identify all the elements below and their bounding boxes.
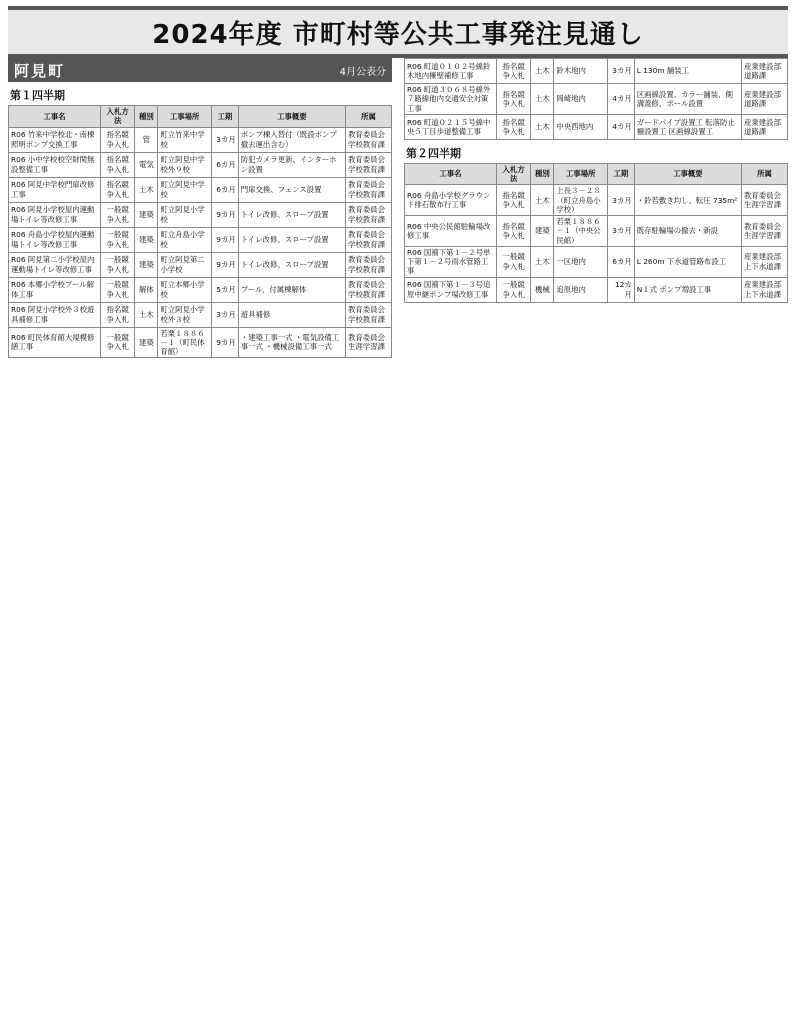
cell-name: R06 町道３０６８号線外７路線他内交通安全対策工事	[405, 84, 497, 115]
town-header	[8, 58, 392, 82]
page-title-band	[8, 6, 788, 58]
cell-period: 4カ月	[607, 84, 634, 115]
table-row	[9, 227, 392, 252]
cell-method: 一般競争入札	[100, 277, 134, 302]
cell-place: 若栗１８８６－１（中央公民館）	[554, 216, 608, 247]
cell-period: 3カ月	[211, 302, 238, 327]
table-row	[9, 152, 392, 177]
cell-method: 指名競争入札	[496, 216, 530, 247]
cell-place: 若栗１８８６－１（町民体育館）	[158, 327, 212, 358]
cell-place: 町立阿見中学校外９校	[158, 152, 212, 177]
table-row	[9, 252, 392, 277]
cell-name: R06 阿見小学校外３校遊具補修工事	[9, 302, 101, 327]
cell-method: 一般競争入札	[100, 327, 134, 358]
cell-method: 一般競争入札	[100, 202, 134, 227]
cell-dept: 産業建設部上下水道課	[742, 246, 788, 277]
cell-kind: 土木	[531, 114, 554, 139]
cell-place: 中央西地内	[554, 114, 608, 139]
cell-kind: 電気	[135, 152, 158, 177]
cell-desc: L 260m 下水道管路布設工	[634, 246, 741, 277]
cell-kind: 建築	[135, 227, 158, 252]
cell-name: R06 町道０２１５号線中央５丁目歩道整備工事	[405, 114, 497, 139]
right-column	[404, 58, 788, 303]
cell-period: 3カ月	[607, 216, 634, 247]
cell-period: 9カ月	[211, 327, 238, 358]
table-row	[405, 185, 788, 216]
cell-place: 町立阿見小学校外３校	[158, 302, 212, 327]
right-top-table	[404, 58, 788, 140]
cell-desc: L 130m 舗装工	[634, 59, 741, 84]
cell-period: 9カ月	[211, 227, 238, 252]
table-row	[9, 302, 392, 327]
q1-label: 第１四半期	[10, 89, 65, 102]
col-header-kind: 種別	[135, 106, 158, 128]
cell-period: 9カ月	[211, 202, 238, 227]
publication-note: 4月公表分	[339, 66, 386, 78]
cell-method: 指名競争入札	[496, 59, 530, 84]
cell-dept: 産業建設部道路課	[742, 59, 788, 84]
cell-kind: 建築	[135, 327, 158, 358]
q2-header-row	[405, 163, 788, 185]
cell-period: 3カ月	[607, 185, 634, 216]
cell-dept: 教育委員会学校教育課	[346, 202, 392, 227]
q1-table	[8, 105, 392, 358]
cell-period: 9カ月	[211, 252, 238, 277]
col-header-name: 工事名	[9, 106, 101, 128]
cell-period: 6カ月	[211, 177, 238, 202]
q2-col-header-desc: 工事概要	[634, 163, 741, 185]
cell-dept: 教育委員会生涯学習課	[742, 185, 788, 216]
cell-kind: 建築	[531, 216, 554, 247]
q2-col-header-dept: 所属	[742, 163, 788, 185]
cell-method: 一般競争入札	[100, 227, 134, 252]
cell-desc: トイレ改修、スロープ設置	[238, 202, 345, 227]
q2-col-header-kind: 種別	[531, 163, 554, 185]
cell-place: 町立竹来中学校	[158, 127, 212, 152]
cell-name: R06 国補下第１－２号単下第１－２号雨水管路工事	[405, 246, 497, 277]
cell-dept: 教育委員会学校教育課	[346, 277, 392, 302]
cell-method: 一般競争入札	[100, 252, 134, 277]
q1-header-row	[9, 106, 392, 128]
cell-dept: 産業建設部道路課	[742, 114, 788, 139]
col-header-dept: 所属	[346, 106, 392, 128]
cell-kind: 解体	[135, 277, 158, 302]
left-column	[8, 58, 392, 358]
cell-name: R06 中央公民館駐輪場改修工事	[405, 216, 497, 247]
table-row	[9, 277, 392, 302]
cell-dept: 産業建設部道路課	[742, 84, 788, 115]
table-row	[9, 177, 392, 202]
cell-period: 6カ月	[211, 152, 238, 177]
cell-desc: トイレ改修、スロープ設置	[238, 252, 345, 277]
cell-name: R06 国補下第１－３号追原中継ポンプ場改修工事	[405, 277, 497, 302]
q2-table	[404, 163, 788, 303]
cell-place: 町立本郷小学校	[158, 277, 212, 302]
cell-method: 一般競争入札	[496, 277, 530, 302]
cell-name: R06 舟島小学校グラウンド排石散布行工事	[405, 185, 497, 216]
table-row	[405, 277, 788, 302]
cell-method: 指名競争入札	[100, 152, 134, 177]
cell-dept: 教育委員会学校教育課	[346, 302, 392, 327]
cell-dept: 教育委員会学校教育課	[346, 177, 392, 202]
cell-desc: ・建築工事一式 ・電気設備工事一式 ・機械設備工事一式	[238, 327, 345, 358]
cell-place: 一区地内	[554, 246, 608, 277]
cell-method: 指名競争入札	[496, 185, 530, 216]
cell-name: R06 阿見小学校屋内運動場トイレ等改修工事	[9, 202, 101, 227]
table-row	[405, 114, 788, 139]
table-row	[405, 216, 788, 247]
cell-place: 追原地内	[554, 277, 608, 302]
q2-col-header-method: 入札方法	[496, 163, 530, 185]
cell-kind: 土木	[531, 185, 554, 216]
cell-method: 指名競争入札	[496, 84, 530, 115]
cell-desc: 区画線設置、カラー舗装、側溝蓋修、ポール設置	[634, 84, 741, 115]
page-title: 2024年度 市町村等公共工事発注見通し	[152, 19, 644, 50]
cell-kind: 土木	[135, 177, 158, 202]
cell-name: R06 舟島小学校屋内運動場トイレ等改修工事	[9, 227, 101, 252]
cell-place: 鈴木地内	[554, 59, 608, 84]
cell-place: 町立阿見第二小学校	[158, 252, 212, 277]
cell-desc: プール、付属棟解体	[238, 277, 345, 302]
table-row	[9, 127, 392, 152]
cell-desc: ガードパイプ設置工 転落防止柵設置工 区画線設置工	[634, 114, 741, 139]
cell-name: R06 町道０１０２号線鈴木地内擁壁補修工事	[405, 59, 497, 84]
cell-period: 5カ月	[211, 277, 238, 302]
cell-kind: 機械	[531, 277, 554, 302]
q1-body	[9, 127, 392, 358]
cell-desc: ・鈴若敷き均し、転圧 735m²	[634, 185, 741, 216]
cell-name: R06 阿見第二小学校屋内運動場トイレ等改修工事	[9, 252, 101, 277]
cell-desc: 既存駐輪場の撤去・新設	[634, 216, 741, 247]
cell-method: 指名競争入札	[100, 177, 134, 202]
cell-period: 3カ月	[607, 59, 634, 84]
cell-desc: ポンプ棟入替付（既設ポンプ撤去運出含む）	[238, 127, 345, 152]
cell-place: 上長３－２８（町立舟島小学校）	[554, 185, 608, 216]
cell-kind: 土木	[135, 302, 158, 327]
cell-method: 指名競争入札	[100, 127, 134, 152]
cell-method: 指名競争入札	[100, 302, 134, 327]
cell-place: 町立舟島小学校	[158, 227, 212, 252]
table-row	[9, 202, 392, 227]
cell-kind: 管	[135, 127, 158, 152]
cell-kind: 土木	[531, 59, 554, 84]
cell-period: 3カ月	[211, 127, 238, 152]
cell-desc: N１式 ポンプ増設工事	[634, 277, 741, 302]
cell-place: 町立阿見中学校	[158, 177, 212, 202]
cell-dept: 産業建設部上下水道課	[742, 277, 788, 302]
col-header-place: 工事場所	[158, 106, 212, 128]
q2-col-header-name: 工事名	[405, 163, 497, 185]
cell-dept: 教育委員会生涯学習課	[346, 327, 392, 358]
q2-body	[405, 185, 788, 302]
cell-dept: 教育委員会学校教育課	[346, 127, 392, 152]
cell-dept: 教育委員会生涯学習課	[742, 216, 788, 247]
cell-period: 6カ月	[607, 246, 634, 277]
cell-kind: 土木	[531, 84, 554, 115]
cell-desc: 防犯カメラ更新、インターホン設置	[238, 152, 345, 177]
right-top-body	[405, 59, 788, 140]
col-header-period: 工期	[211, 106, 238, 128]
cell-name: R06 阿見中学校門扉改修工事	[9, 177, 101, 202]
col-header-method: 入札方法	[100, 106, 134, 128]
cell-dept: 教育委員会学校教育課	[346, 227, 392, 252]
col-header-desc: 工事概要	[238, 106, 345, 128]
q2-col-header-period: 工期	[607, 163, 634, 185]
cell-period: 4カ月	[607, 114, 634, 139]
cell-kind: 土木	[531, 246, 554, 277]
cell-name: R06 竹来中学校北・南棟照明ポンプ交換工事	[9, 127, 101, 152]
table-row	[405, 246, 788, 277]
cell-period: 12カ月	[607, 277, 634, 302]
q2-label: 第２四半期	[406, 146, 461, 160]
town-name: 阿見町	[14, 61, 66, 80]
q2-col-header-place: 工事場所	[554, 163, 608, 185]
cell-name: R06 本郷小学校プール解体工事	[9, 277, 101, 302]
cell-method: 一般競争入札	[496, 246, 530, 277]
table-row	[405, 59, 788, 84]
cell-desc: 門扉交換、フェンス設置	[238, 177, 345, 202]
cell-dept: 教育委員会学校教育課	[346, 152, 392, 177]
cell-method: 指名競争入札	[496, 114, 530, 139]
cell-dept: 教育委員会学校教育課	[346, 252, 392, 277]
table-row	[9, 327, 392, 358]
cell-place: 岡崎地内	[554, 84, 608, 115]
cell-kind: 建築	[135, 252, 158, 277]
table-row	[405, 84, 788, 115]
cell-kind: 建築	[135, 202, 158, 227]
cell-desc: トイレ改修、スロープ設置	[238, 227, 345, 252]
cell-name: R06 町民体育館大規模修繕工事	[9, 327, 101, 358]
cell-desc: 遊具補修	[238, 302, 345, 327]
cell-place: 町立阿見小学校	[158, 202, 212, 227]
cell-name: R06 小中学校校空財関無設整備工事	[9, 152, 101, 177]
